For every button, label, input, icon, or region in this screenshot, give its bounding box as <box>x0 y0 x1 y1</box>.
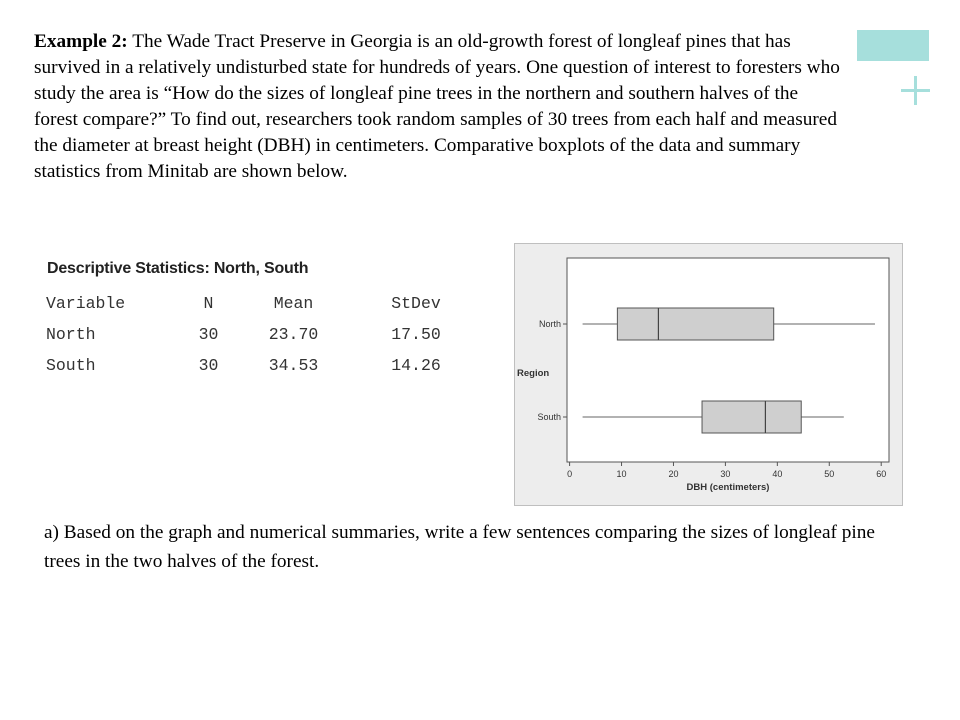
header-variable: Variable <box>46 294 126 313</box>
table-header-row <box>46 288 486 319</box>
accent-bar <box>857 30 929 61</box>
cell-n: 30 <box>198 325 219 344</box>
table-row <box>46 319 486 350</box>
x-tick-label: 60 <box>876 469 887 479</box>
boxplot-svg <box>515 244 902 505</box>
cell-stdev: 14.26 <box>391 356 441 375</box>
header-n: N <box>203 294 214 313</box>
cell-mean: 23.70 <box>268 325 319 344</box>
stats-table <box>46 288 486 381</box>
x-tick-label: 50 <box>824 469 835 479</box>
y-tick-label: South <box>537 412 561 422</box>
header-mean: Mean <box>273 294 314 313</box>
question-text: a) Based on the graph and numerical summaries, write a few sentences comparing the sizes of longleaf pine trees in the two halves of the forest. <box>44 522 875 572</box>
cell-stdev: 17.50 <box>391 325 441 344</box>
boxplot-chart <box>514 243 903 506</box>
header-stdev: StDev <box>391 294 441 313</box>
cell-n: 30 <box>198 356 219 375</box>
plus-icon <box>901 76 931 106</box>
x-tick-label: 30 <box>720 469 731 479</box>
intro-text: The Wade Tract Preserve in Georgia is an old-growth forest of longleaf pines that has survived in a relatively undisturbed state for hundreds of years. One question of interest to foresters who study the area is “How do the sizes of longleaf pine trees in the northern and southern halves of the forest compare?” To find out, researchers took random samples of 30 trees from each half and measured the diameter at breast height (DBH) in centimeters. Comparative boxplots of the data and summary statistics from Minitab are shown below. <box>34 31 840 182</box>
y-tick-label: North <box>538 319 561 329</box>
x-axis-label: DBH (centimeters) <box>686 482 770 493</box>
cell-variable: South <box>46 356 96 375</box>
table-row <box>46 350 486 381</box>
stats-title: Descriptive Statistics: North, South <box>47 260 309 277</box>
intro-paragraph <box>34 29 846 185</box>
x-tick-label: 40 <box>772 469 783 479</box>
y-axis-label: Region <box>517 368 550 379</box>
cell-mean: 34.53 <box>268 356 319 375</box>
box <box>617 308 773 340</box>
box <box>702 401 801 433</box>
x-tick-label: 20 <box>668 469 679 479</box>
cell-variable: North <box>46 325 96 344</box>
example-label: Example 2: <box>34 31 128 52</box>
x-tick-label: 10 <box>616 469 627 479</box>
x-tick-label: 0 <box>567 469 573 479</box>
